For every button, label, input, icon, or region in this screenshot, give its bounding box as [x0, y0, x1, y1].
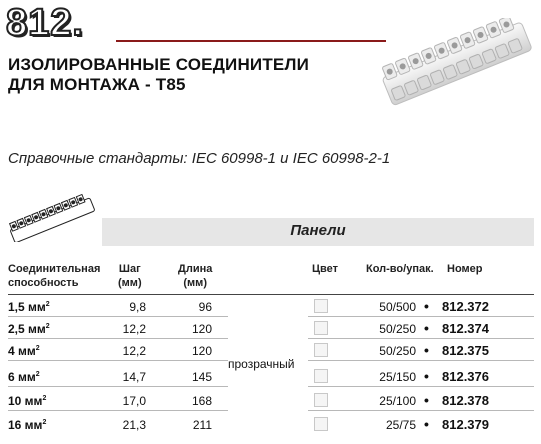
table-row: [8, 414, 534, 435]
col-pitch-line2: (мм): [118, 277, 142, 289]
color-swatch: [314, 321, 328, 335]
col-qty-header: Кол-во/упак.: [366, 263, 434, 275]
row-qty: 50/500: [379, 300, 416, 314]
row-number: 812.379: [442, 417, 489, 432]
bullet-icon: •: [424, 392, 429, 408]
row-length: 211: [192, 418, 212, 432]
row-pitch: 12,2: [122, 344, 146, 358]
color-swatch: [314, 369, 328, 383]
row-capacity: 16 $мм^2$: [8, 418, 47, 432]
row-capacity: 1,5 $мм^2$: [8, 300, 50, 314]
row-pitch: 12,2: [122, 322, 146, 336]
col-pitch-header: [118, 262, 142, 290]
row-number: 812.372: [442, 299, 489, 314]
table-row: [8, 296, 534, 317]
connector-strip-image: [378, 18, 538, 128]
row-length: 120: [191, 344, 212, 358]
row-pitch: 21,3: [122, 418, 146, 432]
bullet-icon: •: [424, 368, 429, 384]
row-capacity: 4 $мм^2$: [8, 344, 40, 358]
row-number: 812.376: [442, 369, 489, 384]
page-title: [8, 55, 309, 95]
row-pitch: 9,8: [129, 300, 146, 314]
table-row: [8, 366, 534, 387]
color-swatch: [314, 343, 328, 357]
row-capacity: 6 $мм^2$: [8, 370, 40, 384]
row-divider: [308, 386, 534, 387]
row-number: 812.374: [442, 321, 489, 336]
color-value: прозрачный: [228, 357, 295, 371]
row-capacity: 10 $мм^2$: [8, 394, 47, 408]
row-divider: [308, 410, 534, 411]
col-length-line2: (мм): [183, 277, 207, 289]
col-capacity-line2: способность: [8, 277, 79, 289]
col-capacity-line1: Соединительная: [8, 263, 101, 275]
row-length: 145: [191, 370, 212, 384]
panel-title: Панели: [290, 222, 346, 239]
accent-line: [116, 40, 386, 42]
catalog-number: 812.: [6, 2, 84, 44]
row-length: 168: [191, 394, 212, 408]
row-qty: 25/75: [385, 418, 416, 432]
connector-thumbnail-icon: [6, 190, 98, 242]
row-qty: 25/150: [379, 370, 416, 384]
col-number-header: Номер: [447, 263, 483, 275]
reference-standards: Справочные стандарты: IEC 60998-1 и IEC 60998-2-1: [8, 150, 391, 167]
row-length: 120: [191, 322, 212, 336]
row-qty: 25/100: [379, 394, 416, 408]
table-row: [8, 340, 534, 361]
row-divider: [8, 386, 228, 387]
row-number: 812.375: [442, 343, 489, 358]
row-pitch: 17,0: [122, 394, 146, 408]
bullet-icon: •: [424, 342, 429, 358]
row-divider: [308, 338, 534, 339]
color-swatch: [314, 393, 328, 407]
bullet-icon: •: [424, 416, 429, 432]
col-capacity-header: [8, 262, 100, 290]
header-divider: [8, 294, 534, 295]
panel-header: [102, 218, 534, 246]
color-swatch: [314, 417, 328, 431]
color-swatch: [314, 299, 328, 313]
bullet-icon: •: [424, 298, 429, 314]
col-length-header: [178, 262, 212, 290]
row-number: 812.378: [442, 393, 489, 408]
row-capacity: 2,5 $мм^2$: [8, 322, 50, 336]
col-color-header: Цвет: [312, 263, 339, 275]
table-row: [8, 390, 534, 411]
row-divider: [8, 338, 228, 339]
table-row: [8, 318, 534, 339]
row-divider: [8, 316, 228, 317]
title-line-1: ИЗОЛИРОВАННЫЕ СОЕДИНИТЕЛИ: [8, 55, 310, 74]
row-divider: [8, 360, 228, 361]
row-divider: [8, 410, 228, 411]
row-divider: [308, 316, 534, 317]
row-pitch: 14,7: [122, 370, 146, 384]
row-qty: 50/250: [379, 322, 416, 336]
row-length: 96: [198, 300, 212, 314]
bullet-icon: •: [424, 320, 429, 336]
col-length-line1: Длина: [178, 263, 213, 275]
col-pitch-line1: Шаг: [118, 263, 141, 275]
row-divider: [308, 360, 534, 361]
row-qty: 50/250: [379, 344, 416, 358]
title-line-2: ДЛЯ МОНТАЖА - Т85: [8, 75, 186, 94]
